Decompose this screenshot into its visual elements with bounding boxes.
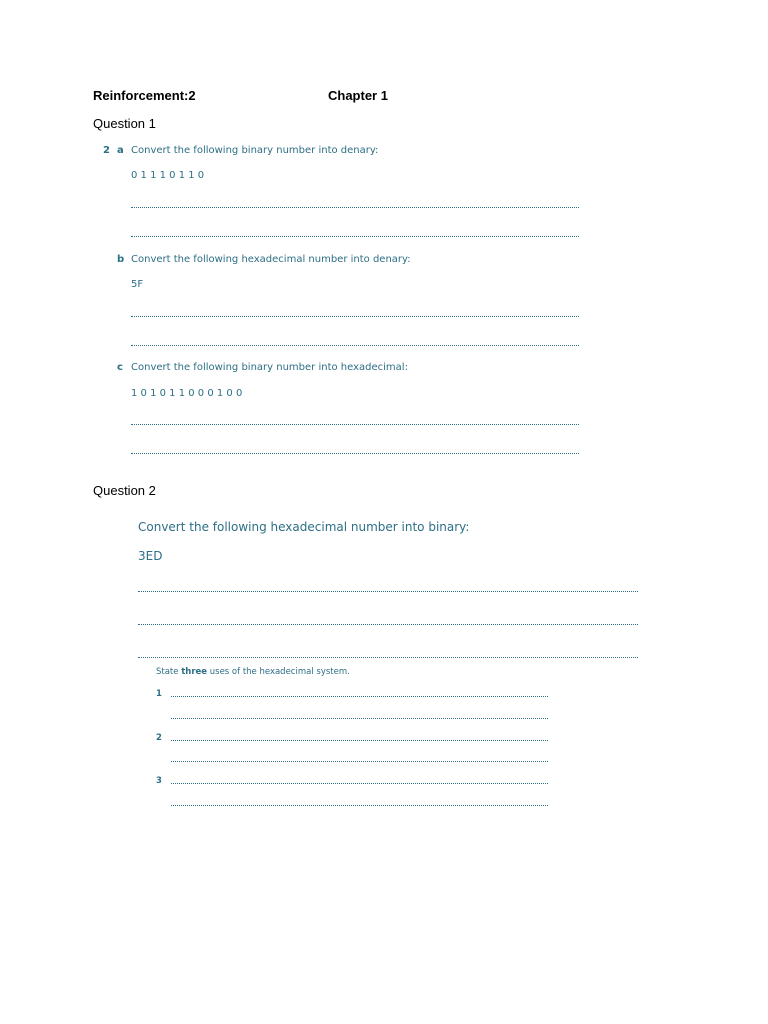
answer-line[interactable] (171, 783, 548, 784)
question-2-heading: Question 2 (93, 483, 156, 498)
part-b-letter: b (117, 254, 125, 265)
state-prefix: State (156, 667, 182, 677)
answer-line[interactable] (171, 696, 548, 697)
answer-line[interactable] (131, 424, 579, 425)
use-number-3: 3 (156, 776, 162, 786)
use-number-2: 2 (156, 733, 162, 743)
part-b-prompt: Convert the following hexadecimal number into denary: (131, 254, 411, 265)
answer-line[interactable] (138, 591, 638, 592)
question-2-prompt: Convert the following hexadecimal number into binary: (138, 520, 470, 534)
answer-line[interactable] (138, 657, 638, 658)
answer-line[interactable] (171, 718, 548, 719)
part-c-value: 1 0 1 0 1 1 0 0 0 1 0 0 (131, 388, 243, 399)
question-1-heading: Question 1 (93, 116, 156, 131)
answer-line[interactable] (138, 624, 638, 625)
answer-line[interactable] (131, 236, 579, 237)
state-emphasis: three (181, 667, 208, 677)
answer-line[interactable] (131, 316, 579, 317)
question-2-value: 3ED (138, 549, 163, 563)
answer-line[interactable] (131, 453, 579, 454)
question-number: 2 (103, 145, 110, 156)
part-a-letter: a (117, 145, 124, 156)
document-title: Reinforcement:2 (93, 88, 196, 103)
answer-line[interactable] (171, 740, 548, 741)
answer-line[interactable] (131, 345, 579, 346)
part-a-value: 0 1 1 1 0 1 1 0 (131, 170, 205, 181)
state-uses-prompt (156, 667, 350, 677)
part-a-prompt: Convert the following binary number into denary: (131, 145, 379, 156)
part-c-letter: c (117, 362, 123, 373)
answer-line[interactable] (131, 207, 579, 208)
part-b-value: 5F (131, 279, 144, 290)
chapter-label: Chapter 1 (328, 88, 388, 103)
answer-line[interactable] (171, 761, 548, 762)
state-suffix: uses of the hexadecimal system. (207, 667, 350, 677)
use-number-1: 1 (156, 689, 162, 699)
part-c-prompt: Convert the following binary number into hexadecimal: (131, 362, 408, 373)
answer-line[interactable] (171, 805, 548, 806)
